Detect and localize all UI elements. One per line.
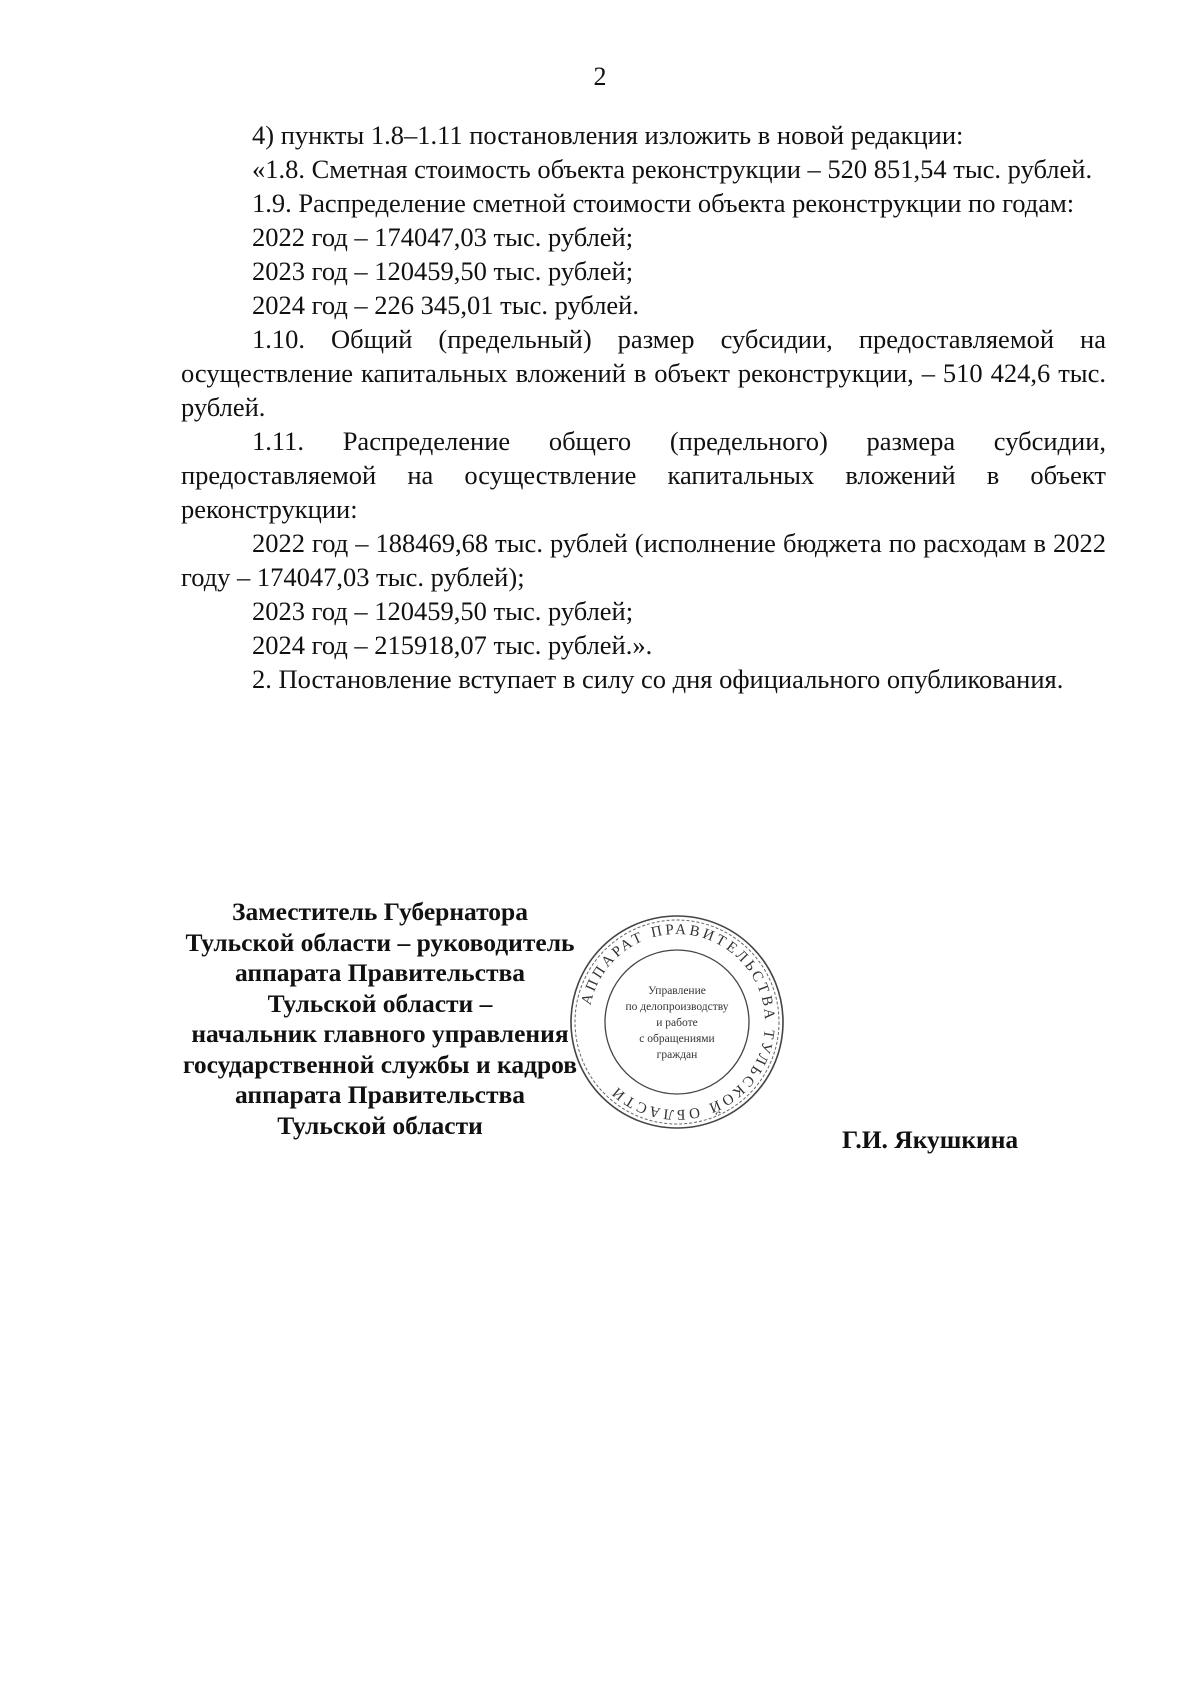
seal-inner-line: по делопроизводству (625, 1001, 729, 1013)
paragraph: 1.10. Общий (предельный) размер субсидии, предоставляемой на осуществление капитальных вложений в объект реконструкции, – 510 424,6 тыс. рублей. (181, 324, 1106, 422)
signatory-position-line: государственной службы и кадров (182, 1049, 578, 1079)
signatory-position-line: Тульской области – руководитель (185, 927, 575, 957)
signatory-name: Г.И. Якушкина (842, 1125, 1019, 1154)
signatory-position-line: Тульской области – (267, 988, 493, 1018)
seal-inner-text (610, 983, 744, 1063)
signatory-position (160, 897, 600, 1141)
paragraph: 2024 год – 226 345,01 тыс. рублей. (252, 290, 639, 320)
seal-inner-line: с обращениями (639, 1033, 715, 1045)
signatory-position-line: Тульской области (277, 1110, 483, 1140)
paragraph: 1.11. Распределение общего (предельного) размера субсидии, предоставляемой на осуществление капитальных вложений в объект реконструкции: (181, 426, 1106, 524)
paragraph: 2. Постановление вступает в силу со дня официального опубликования. (252, 664, 1064, 694)
document-body (181, 118, 1106, 696)
paragraph: 2024 год – 215918,07 тыс. рублей.». (252, 630, 653, 660)
seal-inner-line: и работе (656, 1017, 698, 1029)
paragraph: «1.8. Сметная стоимость объекта реконструкции – 520 851,54 тыс. рублей. (252, 154, 1093, 184)
paragraph: 4) пункты 1.8–1.11 постановления изложить в новой редакции: (252, 120, 964, 150)
seal-inner-line: граждан (656, 1049, 698, 1061)
seal-inner-line: Управление (648, 985, 706, 997)
signatory-position-line: Заместитель Губернатора (232, 897, 528, 926)
paragraph: 2022 год – 174047,03 тыс. рублей; (252, 222, 634, 252)
signatory-position-line: аппарата Правительства (234, 958, 525, 987)
seal-ring-text: АППАРАТ ПРАВИТЕЛЬСТВА ТУЛЬСКОЙ ОБЛАСТИ (578, 921, 778, 1123)
signatory-position-line: аппарата Правительства (234, 1080, 525, 1109)
paragraph: 2023 год – 120459,50 тыс. рублей; (252, 596, 634, 626)
page-number: 2 (593, 62, 607, 91)
signatory-position-line: начальник главного управления (191, 1019, 569, 1048)
paragraph: 2022 год – 188469,68 тыс. рублей (исполнение бюджета по расходам в 2022 году – 174047,03 тыс. рублей); (181, 528, 1106, 592)
paragraph: 2023 год – 120459,50 тыс. рублей; (252, 256, 634, 286)
official-seal (568, 913, 786, 1131)
paragraph: 1.9. Распределение сметной стоимости объекта реконструкции по годам: (252, 188, 1075, 218)
